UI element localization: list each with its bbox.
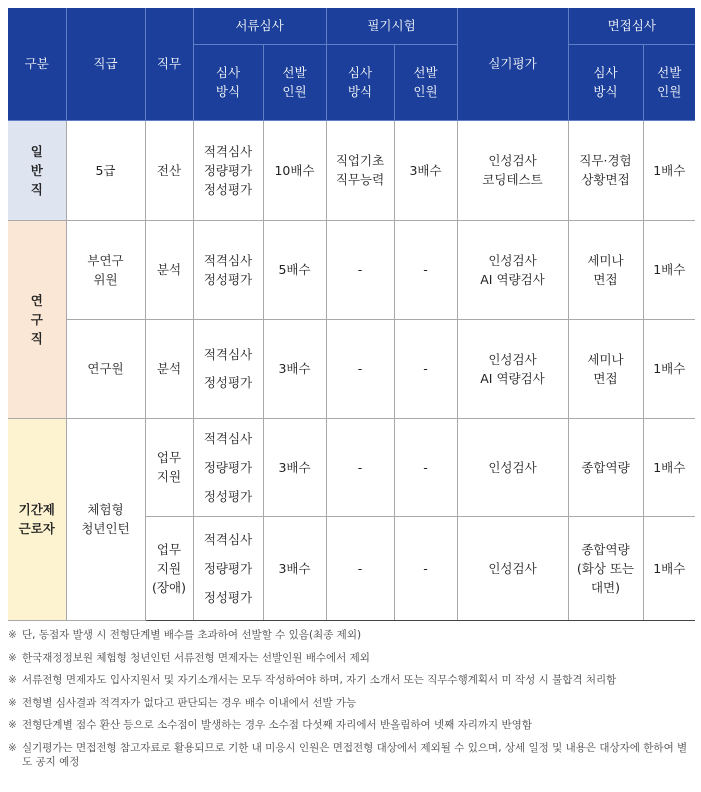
written-method-cell: - <box>326 418 394 516</box>
note-mark: ※ <box>8 741 17 754</box>
interview-count-cell: 1배수 <box>643 220 695 319</box>
table-row <box>8 220 695 319</box>
header-doc-review: 서류심사 <box>193 8 326 44</box>
interview-method-cell: 종합역량 (화상 또는 대면) <box>568 516 643 620</box>
interview-count-cell: 1배수 <box>643 418 695 516</box>
written-method-cell: 직업기초 직무능력 <box>326 120 394 220</box>
doc-count-cell: 5배수 <box>263 220 326 319</box>
header-doc-method: 심사 방식 <box>193 44 263 120</box>
footnote: ※ 전형별 심사결과 적격자가 없다고 판단되는 경우 배수 이내에서 선발 가능 <box>8 696 357 709</box>
footnotes <box>8 628 688 778</box>
duty-cell: 분석 <box>145 220 193 319</box>
practical-cell: 인성검사 AI 역량검사 <box>457 220 568 319</box>
doc-count-cell: 3배수 <box>263 418 326 516</box>
category-contract-worker: 기간제 근로자 <box>8 418 66 620</box>
note-mark: ※ <box>8 651 17 664</box>
interview-method-cell: 세미나 면접 <box>568 220 643 319</box>
duty-cell: 분석 <box>145 319 193 418</box>
grade-cell: 5급 <box>66 120 145 220</box>
written-method-cell: - <box>326 516 394 620</box>
written-count-cell: - <box>394 319 457 418</box>
header-grade: 직급 <box>66 8 145 120</box>
doc-method-cell: 적격심사 정성평가 <box>193 220 263 319</box>
header-interview-count: 선발 인원 <box>643 44 695 120</box>
selection-process-table <box>8 8 695 621</box>
header-category: 구분 <box>8 8 66 120</box>
written-count-cell: - <box>394 516 457 620</box>
duty-cell: 업무 지원 (장애) <box>145 516 193 620</box>
written-method-cell: - <box>326 319 394 418</box>
doc-count-cell: 10배수 <box>263 120 326 220</box>
header-written-method: 심사 방식 <box>326 44 394 120</box>
doc-method-cell: 적격심사 정량평가 정성평가 <box>193 120 263 220</box>
footnote: ※ 실기평가는 면접전형 참고자료로 활용되므로 기한 내 미응시 인원은 면접전형 대상에서 제외될 수 있으며, 상세 일정 및 내용은 대상자에 한하여 별도 공지 예정 <box>8 741 688 768</box>
note-mark: ※ <box>8 629 17 641</box>
interview-count-cell: 1배수 <box>643 120 695 220</box>
grade-cell: 부연구 위원 <box>66 220 145 319</box>
header-interview: 면접심사 <box>568 8 695 44</box>
interview-method-cell: 세미나 면접 <box>568 319 643 418</box>
footnote: ※ 한국재정정보원 체험형 청년인턴 서류전형 면제자는 선발인원 배수에서 제외 <box>8 651 370 664</box>
note-mark: ※ <box>8 674 17 686</box>
table-row <box>8 319 695 418</box>
category-research: 연 구 직 <box>8 220 66 418</box>
grade-cell-intern: 체험형 청년인턴 <box>66 418 145 620</box>
doc-count-cell: 3배수 <box>263 516 326 620</box>
interview-method-cell: 종합역량 <box>568 418 643 516</box>
interview-count-cell: 1배수 <box>643 319 695 418</box>
practical-cell: 인성검사 AI 역량검사 <box>457 319 568 418</box>
doc-method-cell: 적격심사 정량평가 정성평가 <box>193 516 263 620</box>
note-mark: ※ <box>8 719 17 731</box>
practical-cell: 인성검사 <box>457 516 568 620</box>
footnote: ※ 서류전형 면제자도 입사지원서 및 자기소개서는 모두 작성하여야 하며, 자기 소개서 또는 직무수행계획서 미 작성 시 불합격 처리함 <box>8 674 617 686</box>
header-duty: 직무 <box>145 8 193 120</box>
header-written-test: 필기시험 <box>326 8 457 44</box>
written-count-cell: - <box>394 220 457 319</box>
header-practical: 실기평가 <box>457 8 568 120</box>
doc-method-cell: 적격심사 정량평가 정성평가 <box>193 418 263 516</box>
duty-cell: 전산 <box>145 120 193 220</box>
category-general: 일 반 직 <box>8 120 66 220</box>
written-count-cell: - <box>394 418 457 516</box>
table-row <box>8 120 695 220</box>
footnote: ※ 전형단계별 점수 환산 등으로 소수점이 발생하는 경우 소수점 다섯째 자리에서 반올림하여 넷째 자리까지 반영함 <box>8 719 532 731</box>
grade-cell: 연구원 <box>66 319 145 418</box>
written-method-cell: - <box>326 220 394 319</box>
note-mark: ※ <box>8 696 17 709</box>
written-count-cell: 3배수 <box>394 120 457 220</box>
table-row <box>8 418 695 516</box>
doc-method-cell: 적격심사 정성평가 <box>193 319 263 418</box>
duty-cell: 업무 지원 <box>145 418 193 516</box>
header-written-count: 선발 인원 <box>394 44 457 120</box>
practical-cell: 인성검사 코딩테스트 <box>457 120 568 220</box>
footnote: ※ 단, 동점자 발생 시 전형단계별 배수를 초과하여 선발할 수 있음(최종 제외) <box>8 629 362 641</box>
header-doc-count: 선발 인원 <box>263 44 326 120</box>
interview-count-cell: 1배수 <box>643 516 695 620</box>
interview-method-cell: 직무·경험 상황면접 <box>568 120 643 220</box>
doc-count-cell: 3배수 <box>263 319 326 418</box>
header-interview-method: 심사 방식 <box>568 44 643 120</box>
practical-cell: 인성검사 <box>457 418 568 516</box>
